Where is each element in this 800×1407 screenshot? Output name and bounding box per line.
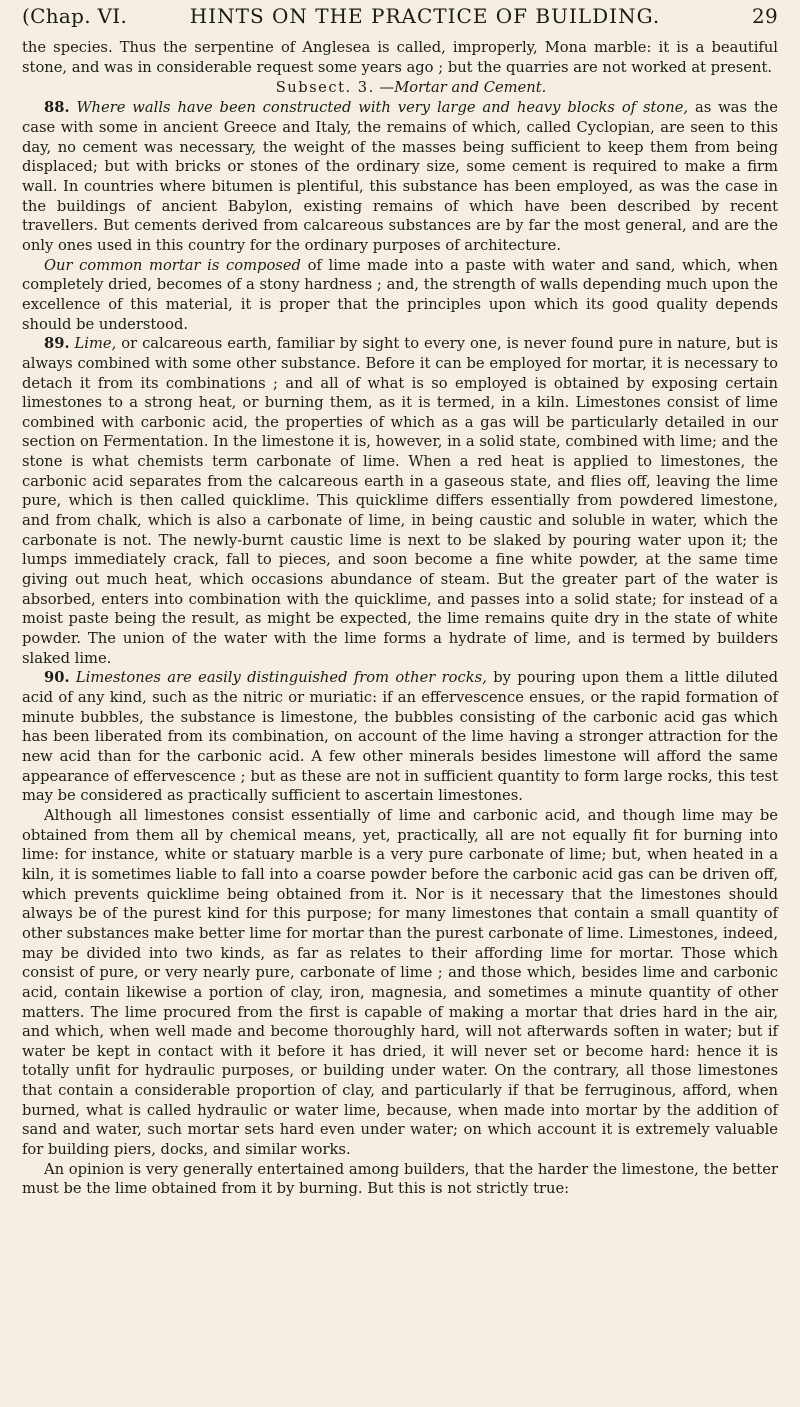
paragraph-number: 89. (44, 335, 70, 353)
subsection-label: Subsect. 3. (275, 79, 375, 97)
paragraph-lead: Our common mortar is composed (44, 256, 301, 274)
paragraph-90 (22, 668, 778, 806)
running-title: HINTS ON THE PRACTICE OF BUILDING. (189, 4, 661, 28)
subsection-heading (22, 77, 778, 98)
paragraph-text: or calcareous earth, familiar by sight to every one, is never found pure in nature, but is always combined with some other substance. Before it can be employed for mortar, it is necessary to detach it from its combinations ; and all of what is so employed is obtained by exposing certain limestones to a strong heat, or burning them, as it is termed, in a kiln. Limestones consist of lime combined with carbonic acid, the properties of which as a gas will be particularly detailed in our section on Fermentation. In the limestone it is, however, in a solid state, combined with lime; and the stone is what chemists term carbonate of lime. When a red heat is applied to limestones, the carbonic acid separates from the calcareous earth in a gaseous state, and flies off, leaving the lime pure, which is then called quicklime. This quicklime differs essentially from powdered limestone, and from chalk, which is also a carbonate of lime, in being caustic and soluble in water, which the carbonate is not. The newly-burnt caustic lime is next to be slaked by pouring water upon it; the lumps immediately crack, fall to pieces, and soon become a fine white powder, at the same time giving out much heat, which occasions abundance of steam. But the greater part of the water is absorbed, enters into combination with the quicklime, and passes into a solid state; for instead of a moist paste being the result, as might be expected, the lime remains quite dry in the state of white powder. The union of the water with the lime forms a hydrate of lime, and is termed by builders slaked lime. (22, 335, 779, 667)
paragraph-lead: Limestones are easily distinguished from other rocks, (75, 669, 487, 687)
paragraph-88 (22, 98, 778, 255)
paragraph-text: of lime made into a paste with water and sand, which, when completely dried, becomes of a stony hardness ; and, the strength of walls depending much upon the excellence of this material, it is proper that the principles upon which its good quality depends should be understood. (22, 256, 778, 333)
paragraph-number: 88. (44, 99, 70, 117)
opening-paragraph: the species. Thus the serpentine of Anglesea is called, improperly, Mona marble: it is a beautiful stone, and was in considerable request some years ago ; but the quarries are not worked at present. (22, 39, 778, 76)
chapter-label: (Chap. VI. (22, 4, 128, 28)
paragraph-text: Although all limestones consist essentially of lime and carbonic acid, and though lime may be obtained from them all by chemical means, yet, practically, all are not equally fit for burning into lime: for instance, white or statuary marble is a very pure carbonate of lime; but, when heated in a kiln, it is sometimes liable to fall into a coarse powder before the carbonic acid gas can be driven off, which prevents quicklime being obtained from it. Nor is it necessary that the limestones should always be of the purest kind for this purpose; for many limestones that contain a small quantity of other substances make better lime for mortar than the purest carbonate of lime. Limestones, indeed, may be divided into two kinds, as far as relates to their affording lime for mortar. Those which consist of pure, or very nearly pure, carbonate of lime ; and those which, besides lime and carbonic acid, contain likewise a portion of clay, iron, magnesia, and sometimes a minute quantity of other matters. The lime procured from the first is capable of making a mortar that dries hard in the air, and which, when well made and become thoroughly hard, will not afterwards soften in water; but if water be kept in contact with it before it has dried, it will never set or become hard: hence it is totally unfit for hydraulic purposes, or building under water. On the contrary, all those limestones that contain a considerable proportion of clay, and particularly if that be ferruginous, afford, when burned, what is called hydraulic or water lime, because, when made into mortar by the addition of sand and water, such mortar sets hard even under water; on which account it is extremely valuable for building piers, docks, and similar works. (22, 806, 778, 1159)
subsection-dash: — (379, 79, 395, 97)
paragraph-number: 90. (44, 669, 70, 687)
paragraph-text: An opinion is very generally entertained among builders, that the harder the limestone, the better must be the lime obtained from it by burning. But this is not strictly true: (22, 1160, 778, 1198)
paragraph-lead: Lime, (74, 335, 117, 353)
paragraph-opinion (22, 1160, 778, 1199)
paragraph-89 (22, 334, 778, 668)
paragraph-limestone-kinds (22, 806, 778, 1160)
running-head (22, 4, 778, 38)
paragraph-text: by pouring upon them a little diluted acid of any kind, such as the nitric or muriatic: if an effervescence ensues, or the rapid formation of minute bubbles, the substance is limestone, the bubbles consisting of the carbonic acid gas which has been liberated from its combination, on account of the lime having a stronger attraction for the new acid than for the carbonic acid. A few other minerals besides limestone will afford the same appearance of effervescence ; but as these are not in sufficient quantity to form large rocks, this test may be considered as practically sufficient to ascertain limestones. (22, 669, 779, 805)
body-text (22, 38, 778, 1199)
subsection-title: Mortar and Cement. (394, 79, 547, 97)
paragraph-text: as was the case with some in ancient Greece and Italy, the remains of which, called Cyclopian, are seen to this day, no cement was necessary, the weight of the masses being sufficient to keep them from being displaced; but with bricks or stones of the ordinary size, some cement is required to make a firm wall. In countries where bitumen is plentiful, this substance has been employed, as was the case in the buildings of ancient Babylon, existing remains of which have been described by recent travellers. But cements derived from calcareous substances are by far the most general, and are the only ones used in this country for the ordinary purposes of architecture. (22, 99, 778, 254)
page-number: 29 (751, 4, 778, 28)
paragraph-lead: Where walls have been constructed with very large and heavy blocks of stone, (76, 99, 689, 117)
paragraph-common-mortar (22, 256, 778, 335)
